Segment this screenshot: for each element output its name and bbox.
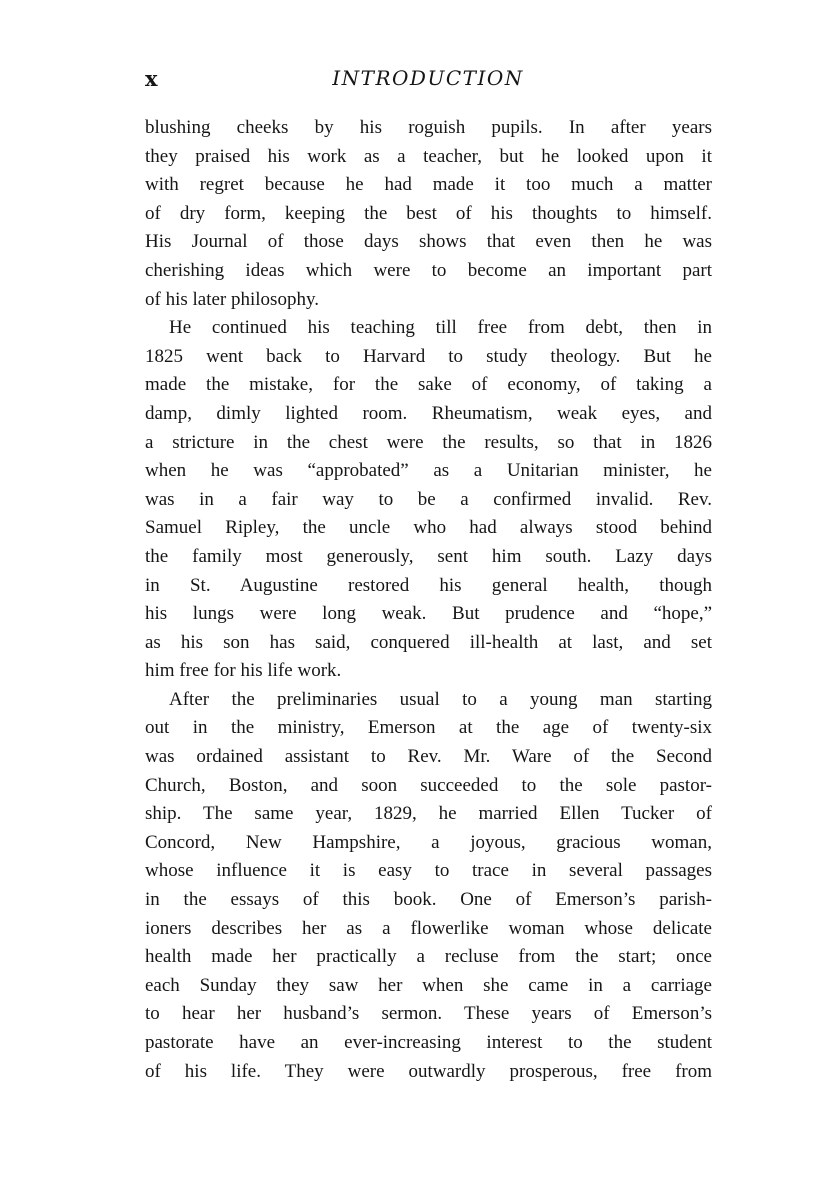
text-line: of his life. They were outwardly prosperous, free from (145, 1060, 712, 1082)
text-line: of dry form, keeping the best of his thoughts to himself. (145, 202, 712, 224)
text-line: ship. The same year, 1829, he married Ellen Tucker of (145, 803, 712, 825)
text-line: cherishing ideas which were to become an important part (145, 259, 712, 281)
text-line: of his later philosophy. (145, 288, 319, 310)
text-line: in St. Augustine restored his general health, though (145, 574, 712, 596)
text-line: His Journal of those days shows that even then he was (145, 231, 712, 253)
text-line: as his son has said, conquered ill-health at last, and set (145, 631, 712, 653)
paragraph (145, 114, 712, 314)
text-line: health made her practically a recluse from the start; once (145, 946, 712, 968)
text-line: his lungs were long weak. But prudence and “hope,” (145, 603, 712, 625)
text-line: him free for his life work. (145, 660, 342, 682)
text-line: He continued his teaching till free from debt, then in (169, 317, 712, 339)
page-header (145, 66, 711, 92)
text-line: damp, dimly lighted room. Rheumatism, weak eyes, and (145, 402, 712, 424)
text-line: made the mistake, for the sake of economy, of taking a (145, 374, 712, 396)
text-line: in the essays of this book. One of Emerson’s parish- (145, 889, 712, 911)
text-line: blushing cheeks by his roguish pupils. In after years (145, 117, 712, 138)
text-line: whose influence it is easy to trace in several passages (145, 860, 712, 882)
text-line: to hear her husband’s sermon. These years of Emerson’s (145, 1003, 712, 1025)
text-line: when he was “approbated” as a Unitarian minister, he (145, 460, 712, 482)
running-head: INTRODUCTION (332, 66, 524, 90)
text-line: was in a fair way to be a confirmed invalid. Rev. (145, 488, 712, 510)
text-line: the family most generously, sent him south. Lazy days (145, 545, 712, 567)
paragraph (145, 314, 712, 686)
page-number: x (145, 66, 158, 91)
text-line: they praised his work as a teacher, but he looked upon it (145, 145, 712, 167)
text-line: a stricture in the chest were the results, so that in 1826 (145, 431, 712, 453)
text-line: ioners describes her as a flowerlike woman whose delicate (145, 917, 712, 939)
paragraph (145, 686, 712, 1086)
text-line: with regret because he had made it too much a matter (145, 174, 712, 196)
text-line: Church, Boston, and soon succeeded to the sole pastor- (145, 774, 712, 796)
text-line: each Sunday they saw her when she came in a carriage (145, 974, 712, 996)
text-line: 1825 went back to Harvard to study theology. But he (145, 345, 712, 367)
text-line: Concord, New Hampshire, a joyous, gracious woman, (145, 831, 712, 853)
text-line: pastorate have an ever-increasing interest to the student (145, 1032, 712, 1053)
text-line: After the preliminaries usual to a young man starting (169, 688, 712, 710)
body-text (145, 114, 712, 1086)
text-line: Samuel Ripley, the uncle who had always stood behind (145, 517, 712, 539)
text-line: out in the ministry, Emerson at the age of twenty-six (145, 717, 712, 739)
text-line: was ordained assistant to Rev. Mr. Ware of the Second (145, 746, 712, 768)
